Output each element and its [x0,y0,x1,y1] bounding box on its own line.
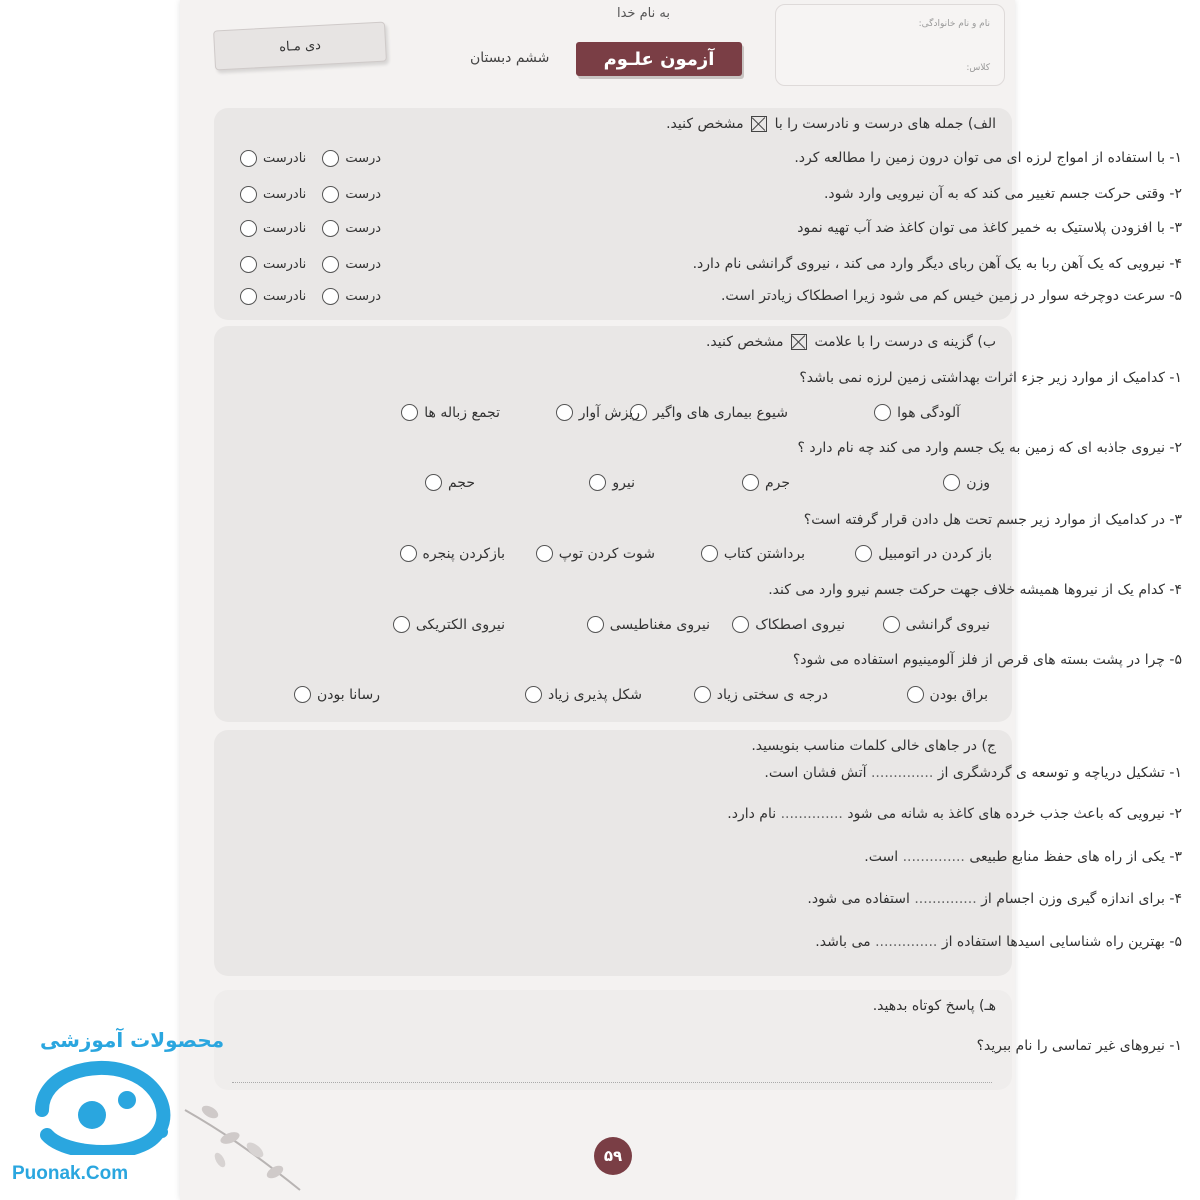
mc-option[interactable]: بازکردن پنجره [400,545,506,562]
mc-option[interactable]: شوت کردن توپ [536,545,655,562]
mc-option[interactable]: شکل پذیری زیاد [525,686,642,703]
option-radio [536,545,553,562]
true-label: درست [345,221,382,236]
option-radio [556,404,573,421]
mc-option[interactable]: نیروی اصطکاک [732,616,845,633]
mc-option[interactable]: وزن [943,474,990,491]
true-label: درست [345,289,382,304]
mc-question-3: ۳- در کدامیک از موارد زیر جسم تحت هل دادن قرار گرفته است؟ [803,512,1182,528]
tf-choices-2 [240,186,381,203]
bismillah-text: به نام خدا [617,6,670,21]
checkbox-x-icon [751,116,767,132]
branch-decoration-icon [180,1090,310,1200]
tf-question-3: ۳- با افزودن پلاستیک به خمیر کاغذ می توان کاغذ ضد آب تهیه نمود [797,220,1182,236]
answer-line[interactable] [232,1082,992,1083]
blank-field[interactable]: .............. [902,849,965,865]
section-c-title: ج) در جاهای خالی کلمات مناسب بنویسید. [751,738,996,754]
section-b-title: ب) گزینه ی درست را با علامت مشخص کنید. [705,334,996,350]
mc-option[interactable]: شیوع بیماری های واگیر [630,404,788,421]
true-radio[interactable] [322,186,339,203]
true-label: درست [345,257,382,272]
mc-option[interactable]: نیروی گرانشی [883,616,990,633]
blank-field[interactable]: .............. [780,806,843,822]
option-radio [425,474,442,491]
false-radio[interactable] [240,220,257,237]
true-radio[interactable] [322,256,339,273]
option-radio [525,686,542,703]
false-label: نادرست [263,257,307,272]
option-radio [742,474,759,491]
checkbox-x-icon [791,334,807,350]
tf-question-4: ۴- نیرویی که یک آهن ربا به یک آهن ربای دیگر وارد می کند ، نیروی گرانشی نام دارد. [692,256,1182,272]
option-radio [400,545,417,562]
page-number: ۵۹ [594,1137,632,1175]
option-radio [855,545,872,562]
mc-option[interactable]: حجم [425,474,475,491]
true-label: درست [345,187,382,202]
mc-question-1: ۱- کدامیک از موارد زیر جزء اثرات بهداشتی زمین لرزه نمی باشد؟ [799,370,1182,386]
true-radio[interactable] [322,220,339,237]
grade-label: ششم دبستان [470,50,550,66]
mc-question-5: ۵- چرا در پشت بسته های قرص از فلز آلومینیوم استفاده می شود؟ [792,652,1182,668]
option-radio [401,404,418,421]
option-radio [587,616,604,633]
mc-option[interactable]: درجه ی سختی زیاد [694,686,828,703]
exam-title-badge: آزمون علـوم [576,42,742,76]
option-radio [883,616,900,633]
mc-option[interactable]: رسانا بودن [294,686,380,703]
false-radio[interactable] [240,256,257,273]
option-radio [943,474,960,491]
mc-option[interactable]: باز کردن در اتومبیل [855,545,992,562]
fill-blank-item-5: ۵- بهترین راه شناسایی اسیدها استفاده از .............. می باشد. [815,934,1182,950]
puonak-logo-icon [32,1060,182,1155]
fill-blank-item-1: ۱- تشکیل دریاچه و توسعه ی گردشگری از .............. آتش فشان است. [764,765,1182,781]
option-radio [294,686,311,703]
short-answer-question-1: ۱- نیروهای غیر تماسی را نام ببرید؟ [976,1038,1182,1054]
mc-option[interactable]: آلودگی هوا [874,404,960,421]
blank-field[interactable]: .............. [875,934,938,950]
false-label: نادرست [263,289,307,304]
mc-question-4: ۴- کدام یک از نیروها همیشه خلاف جهت حرکت جسم نیرو وارد می کند. [768,582,1182,598]
false-radio[interactable] [240,150,257,167]
brand-website: Puonak.Com [12,1163,129,1184]
false-label: نادرست [263,187,307,202]
mc-option[interactable]: ریزش آوار [556,404,640,421]
option-radio [393,616,410,633]
tf-choices-4 [240,256,381,273]
option-radio [694,686,711,703]
option-radio [874,404,891,421]
fill-blank-item-2: ۲- نیرویی که باعث جذب خرده های کاغذ به شانه می شود .............. نام دارد. [727,806,1182,822]
month-ribbon: دی مـاه [213,22,387,71]
mc-question-2: ۲- نیروی جاذبه ای که زمین به یک جسم وارد می کند چه نام دارد ؟ [797,440,1182,456]
tf-choices-5 [240,288,381,305]
option-radio [589,474,606,491]
section-short-answer [214,990,1012,1090]
student-info-box [775,4,1005,86]
option-radio [732,616,749,633]
blank-field[interactable]: .............. [914,891,977,907]
tf-question-1: ۱- با استفاده از امواج لرزه ای می توان درون زمین را مطالعه کرد. [794,150,1182,166]
name-label: نام و نام خانوادگی: [918,19,990,29]
section-d-title: هـ) پاسخ کوتاه بدهید. [872,998,996,1014]
true-radio[interactable] [322,150,339,167]
tf-choices-3 [240,220,381,237]
false-radio[interactable] [240,186,257,203]
mc-option[interactable]: تجمع زباله ها [401,404,500,421]
fill-blank-item-4: ۴- برای اندازه گیری وزن اجسام از .............. استفاده می شود. [807,891,1182,907]
mc-option[interactable]: براق بودن [907,686,988,703]
mc-option[interactable]: نیروی الکتریکی [393,616,505,633]
fill-blank-item-3: ۳- یکی از راه های حفظ منابع طبیعی .............. است. [864,849,1182,865]
mc-option[interactable]: جرم [742,474,790,491]
class-label: کلاس: [966,63,990,73]
mc-option[interactable]: برداشتن کتاب [701,545,805,562]
tf-question-2: ۲- وقتی حرکت جسم تغییر می کند که به آن نیرویی وارد شود. [823,186,1182,202]
mc-option[interactable]: نیرو [589,474,635,491]
blank-field[interactable]: .............. [870,765,934,781]
true-label: درست [345,151,382,166]
false-label: نادرست [263,221,307,236]
tf-choices-1 [240,150,381,167]
false-radio[interactable] [240,288,257,305]
mc-option[interactable]: نیروی مغناطیسی [587,616,710,633]
tf-question-5: ۵- سرعت دوچرخه سوار در زمین خیس کم می شود زیرا اصطکاک زیادتر است. [720,288,1182,304]
brand-title: محصولات آموزشی [40,1028,225,1052]
section-a-title: الف) جمله های درست و نادرست را با مشخص کنید. [666,116,996,132]
false-label: نادرست [263,151,307,166]
option-radio [907,686,924,703]
true-radio[interactable] [322,288,339,305]
option-radio [701,545,718,562]
